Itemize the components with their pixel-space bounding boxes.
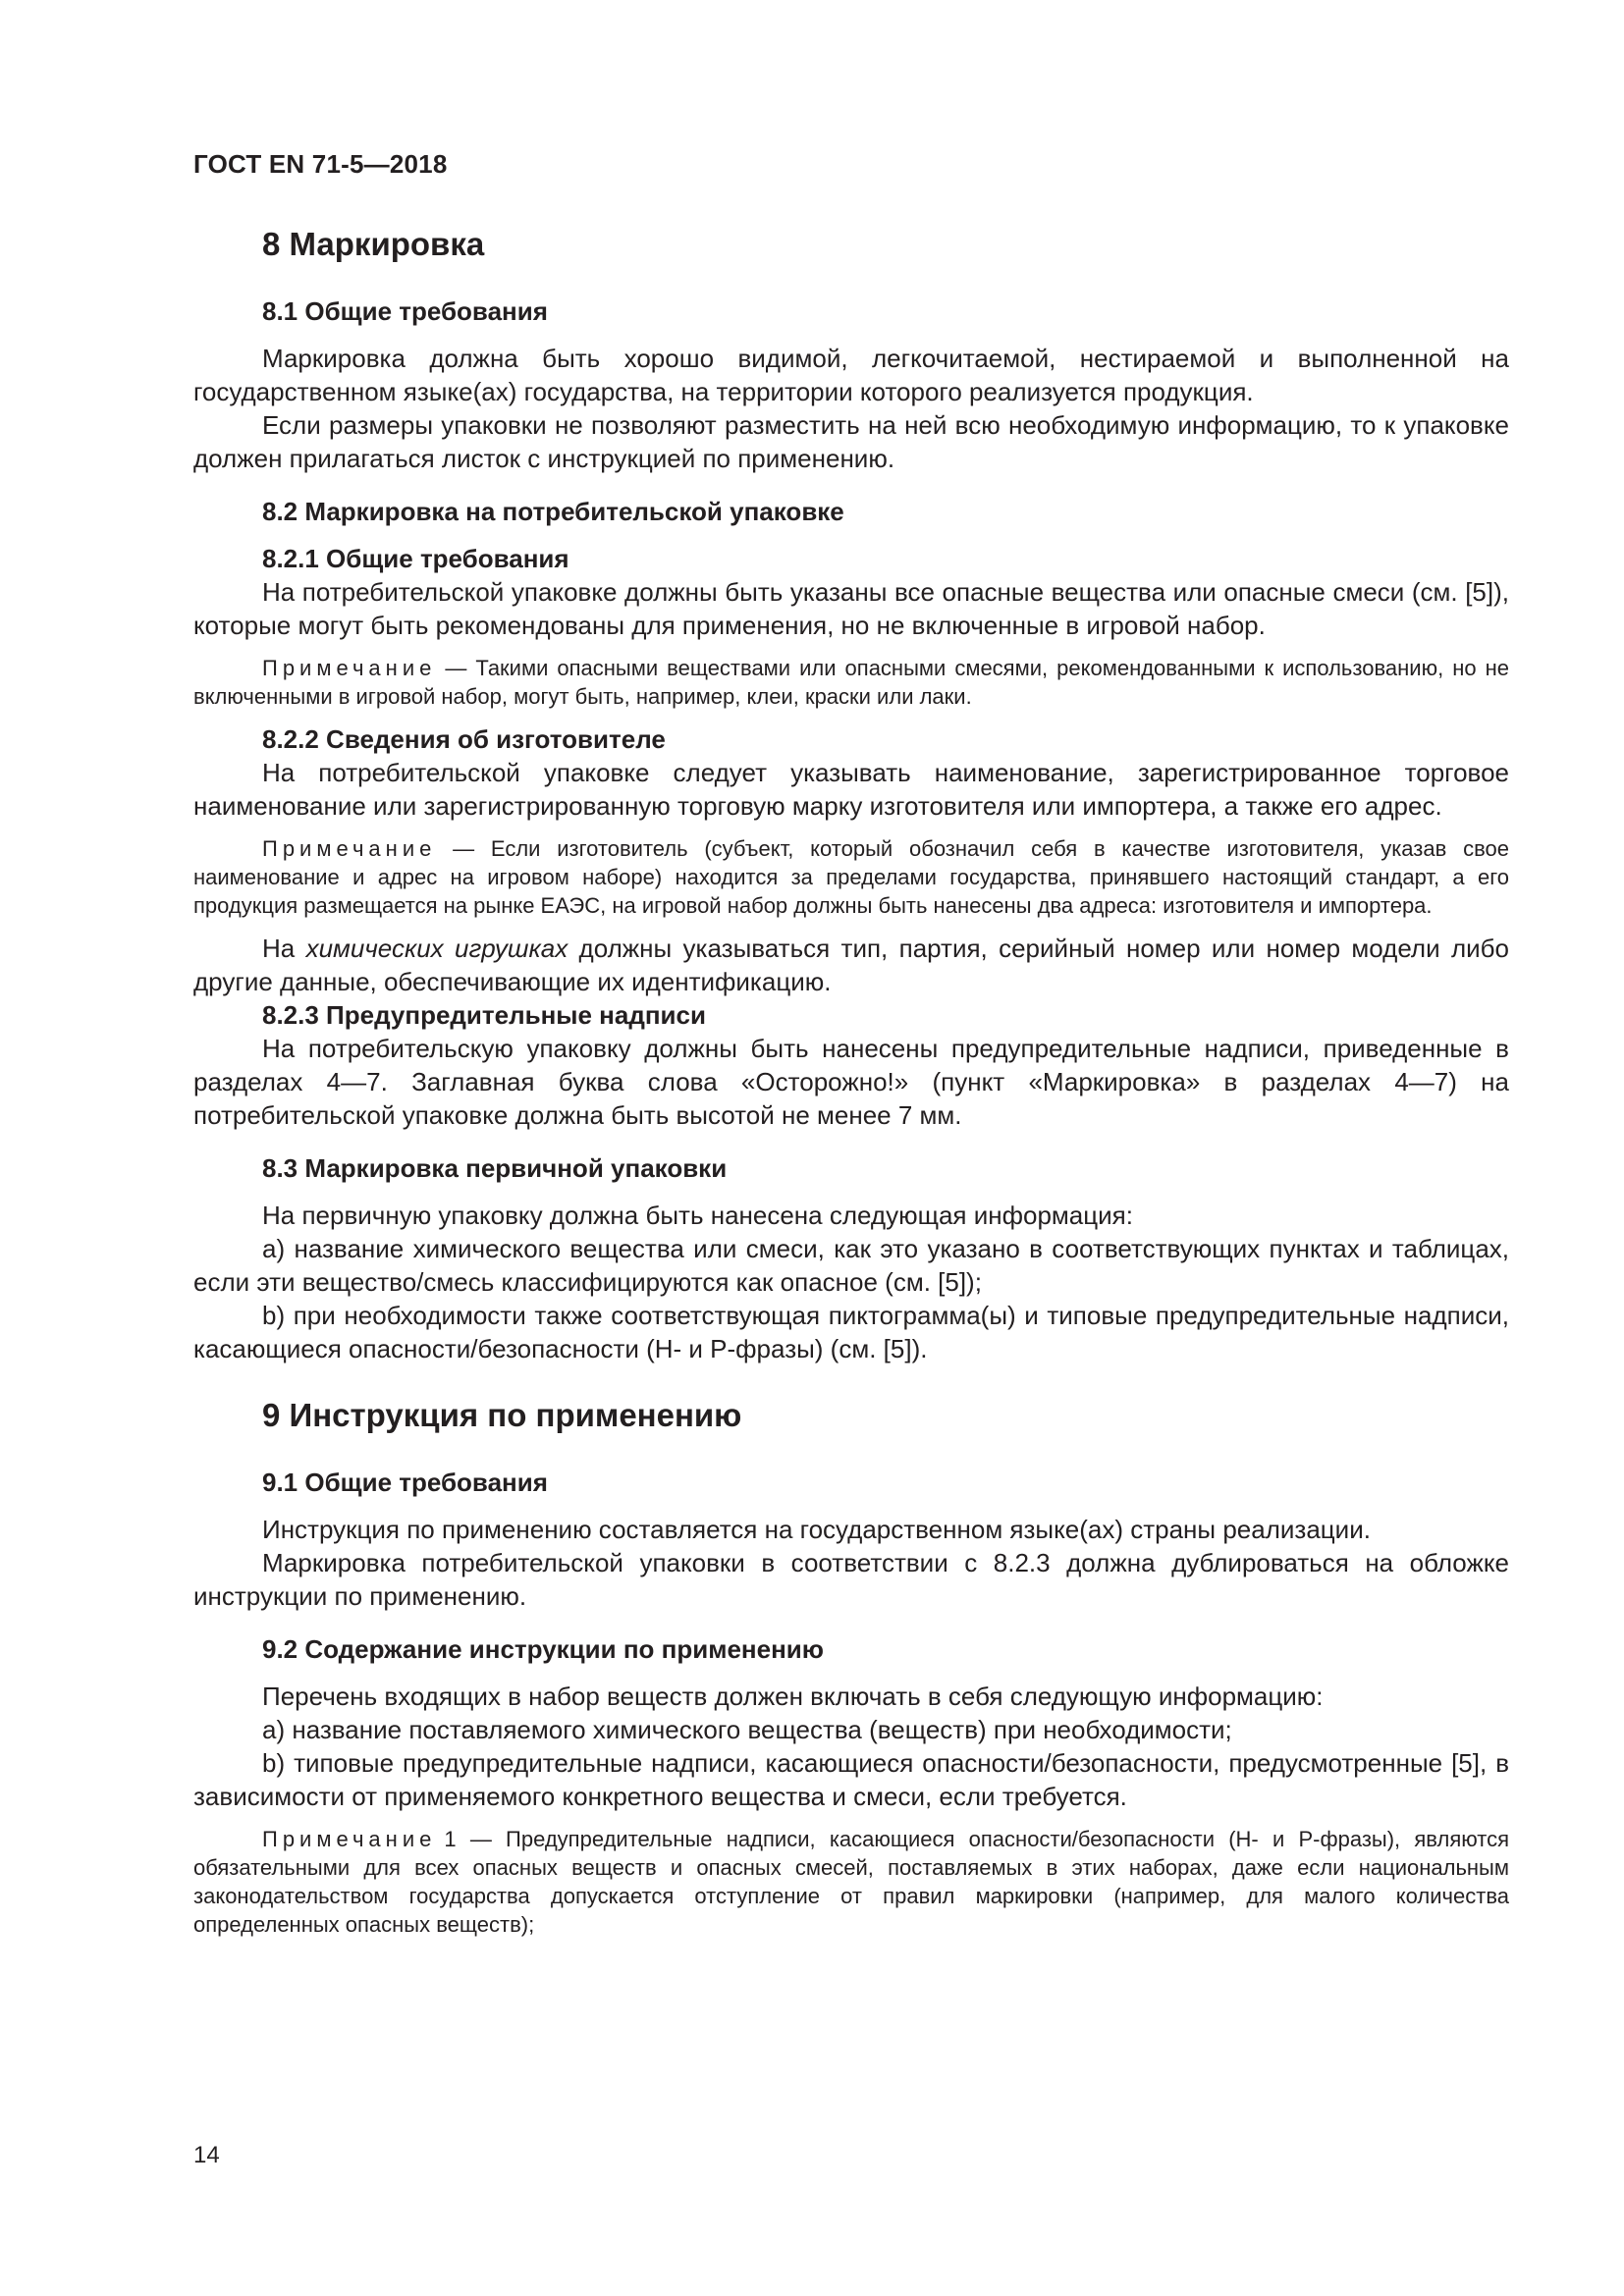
note-number: 1 [444, 1827, 457, 1851]
section-8-2-title: 8.2 Маркировка на потребительской упаковке [262, 497, 844, 526]
section-8-1-title: 8.1 Общие требования [262, 296, 548, 326]
italic-term: химических игрушках [305, 934, 568, 963]
section-8-title: 8 Маркировка [262, 226, 485, 262]
list-item: a) название химического вещества или смеси, как это указано в соответствующих пунктах и таблицах, если эти вещество/смесь классифицируются как опасное (см. [5]); [193, 1234, 1509, 1297]
paragraph: Если размеры упаковки не позволяют разместить на ней всю необходимую информацию, то к упаковке должен прилагаться листок с инструкцией по применению. [193, 410, 1509, 473]
paragraph: На первичную упаковку должна быть нанесена следующая информация: [262, 1201, 1133, 1230]
paragraph: Маркировка должна быть хорошо видимой, легкочитаемой, нестираемой и выполненной на государственном языке(ах) государства, на территории которого реализуется продукция. [193, 344, 1509, 406]
section-8-2-3-title: 8.2.3 Предупредительные надписи [262, 1000, 706, 1030]
section-9-2-title: 9.2 Содержание инструкции по применению [262, 1634, 824, 1664]
paragraph: На потребительской упаковке следует указывать наименование, зарегистрированное торговое наименование или зарегистрированную торговую марку изготовителя или импортера, а также его адрес. [193, 758, 1509, 821]
section-8-2-2-title: 8.2.2 Сведения об изготовителе [262, 724, 666, 754]
note-text: — Если изготовитель (субъект, который обозначил себя в качестве изготовителя, указав свое наименование и адрес на игровом наборе) находится за пределами государства, принявшего настоящий стандарт, а его продукция размещается на рынке ЕАЭС, на игровой набор должны быть нанесены два адреса: изготовителя и импортера. [193, 836, 1509, 918]
note [193, 1825, 1509, 1939]
text-run: должны указываться тип, партия, серийный номер или номер модели либо другие данные, обеспечивающие их идентификацию. [193, 934, 1510, 996]
paragraph: На потребительской упаковке должны быть указаны все опасные вещества или опасные смеси (см. [5]), которые могут быть рекомендованы для применения, но не включенные в игровой набор. [193, 577, 1509, 640]
list-item: a) название поставляемого химического вещества (веществ) при необходимости; [262, 1715, 1232, 1744]
paragraph: Маркировка потребительской упаковки в соответствии с 8.2.3 должна дублироваться на обложке инструкции по применению. [193, 1548, 1509, 1611]
note-text: — Такими опасными веществами или опасными смесями, рекомендованными к использованию, но не включенными в игровой набор, могут быть, например, клеи, краски или лаки. [193, 656, 1509, 709]
section-8-3-title: 8.3 Маркировка первичной упаковки [262, 1153, 728, 1183]
standard-header: ГОСТ EN 71-5—2018 [193, 149, 448, 179]
note [193, 834, 1509, 920]
note-label: Примечание [262, 836, 437, 861]
paragraph [193, 932, 1509, 998]
list-item: b) типовые предупредительные надписи, касающиеся опасности/безопасности, предусмотренные [5], в зависимости от применяемого конкретного вещества и смеси, если требуется. [193, 1748, 1509, 1811]
note [193, 654, 1509, 711]
note-label: Примечание [262, 1827, 437, 1851]
list-item: b) при необходимости также соответствующая пиктограмма(ы) и типовые предупредительные надписи, касающиеся опасности/безопасности (Н- и Р-фразы) (см. [5]). [193, 1301, 1509, 1363]
note-text: — Предупредительные надписи, касающиеся опасности/безопасности (Н- и Р-фразы), являются обязательными для всех опасных веществ и опасных смесей, поставляемых в этих наборах, даже если национальным законодательством государства допускается отступление от правил маркировки (например, для малого количества определенных опасных веществ); [193, 1827, 1509, 1937]
page-content [193, 222, 1509, 1939]
section-9-title: 9 Инструкция по применению [262, 1397, 742, 1433]
note-label: Примечание [262, 656, 437, 680]
page-number: 14 [193, 2142, 220, 2168]
section-9-1-title: 9.1 Общие требования [262, 1468, 548, 1497]
text-run: На [262, 934, 306, 963]
section-8-2-1-title: 8.2.1 Общие требования [262, 544, 569, 573]
paragraph: Инструкция по применению составляется на государственном языке(ах) страны реализации. [262, 1515, 1371, 1544]
paragraph: Перечень входящих в набор веществ должен включать в себя следующую информацию: [262, 1682, 1324, 1711]
paragraph: На потребительскую упаковку должны быть нанесены предупредительные надписи, приведенные в разделах 4—7. Заглавная буква слова «Осторожно!» (пункт «Маркировка» в разделах 4—7) на потребительской упаковке должна быть высотой не менее 7 мм. [193, 1034, 1509, 1130]
